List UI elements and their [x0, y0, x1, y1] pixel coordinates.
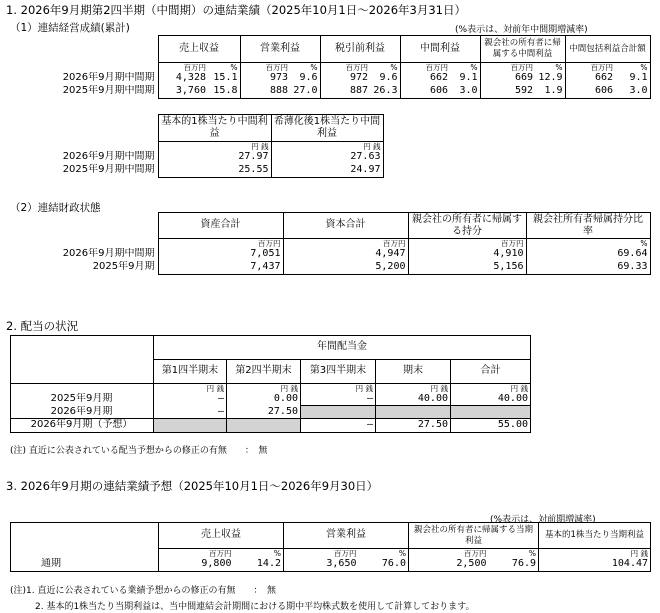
- header-owner-equity: 親会社の所有者に帰属する持分: [408, 213, 526, 239]
- unit-cell: 円 銭: [271, 142, 383, 151]
- table-row: [10, 248, 650, 261]
- header-annual-dividend: 年間配当金: [154, 336, 531, 360]
- value-cell: 973: [240, 72, 290, 85]
- unit-cell: 百万円: [158, 239, 283, 248]
- unit-cell: %: [359, 549, 409, 558]
- row-label: 2025年9月期: [11, 393, 154, 406]
- value-cell: 4,910: [408, 248, 526, 261]
- unit-cell: %: [234, 549, 284, 558]
- unit-cell: 円 銭: [158, 142, 271, 151]
- value-cell: 25.55: [158, 164, 271, 178]
- corner-cell: [11, 336, 154, 384]
- value-cell: 9.6: [290, 72, 320, 85]
- header-q2-end: 第2四半期末: [227, 360, 301, 384]
- value-cell: 887: [320, 85, 370, 99]
- value-cell: [301, 406, 376, 419]
- value-cell: —: [301, 393, 376, 406]
- value-cell: 27.63: [271, 151, 383, 164]
- table-row: [11, 406, 531, 419]
- header-q3-end: 第3四半期末: [301, 360, 376, 384]
- unit-cell: 百万円: [159, 549, 234, 558]
- unit-cell: 百万円: [400, 63, 450, 72]
- value-cell: 3,650: [284, 558, 359, 572]
- unit-cell: %: [489, 549, 539, 558]
- table-row: [10, 164, 383, 178]
- table-row: [11, 558, 651, 572]
- value-cell: 4,328: [158, 72, 208, 85]
- unit-cell: %: [450, 63, 480, 72]
- value-cell: 40.00: [376, 393, 451, 406]
- value-cell: 1.9: [535, 85, 565, 99]
- value-cell: [451, 406, 531, 419]
- forecast-table: [10, 522, 651, 572]
- value-cell: —: [301, 419, 376, 433]
- header-owner-profit: 親会社の所有者に帰属する中間利益: [480, 36, 565, 63]
- header-total: 合計: [451, 360, 531, 384]
- value-cell: 9.1: [450, 72, 480, 85]
- unit-cell: 円 銭: [539, 549, 651, 558]
- unit-cell: 百万円: [408, 239, 526, 248]
- row-label: 通期: [11, 558, 159, 572]
- value-cell: 888: [240, 85, 290, 99]
- value-cell: 14.2: [234, 558, 284, 572]
- unit-cell: %: [535, 63, 565, 72]
- section3-title: 3. 2026年9月期の連結業績予想（2025年10月1日～2026年9月30日）: [6, 479, 379, 493]
- unit-cell: %: [526, 239, 650, 248]
- table-row: [10, 72, 650, 85]
- value-cell: 69.64: [526, 248, 650, 261]
- value-cell: 55.00: [451, 419, 531, 433]
- table-row: [10, 85, 650, 99]
- header-q1-end: 第1四半期末: [154, 360, 227, 384]
- header-comprehensive-income: 中間包括利益合計額: [565, 36, 650, 63]
- table-row: [10, 151, 383, 164]
- header-total-equity: 資本合計: [283, 213, 408, 239]
- corner-cell: [10, 36, 158, 63]
- value-cell: 5,156: [408, 261, 526, 275]
- value-cell: 40.00: [451, 393, 531, 406]
- value-cell: [227, 419, 301, 433]
- unit-cell: 百万円: [409, 549, 489, 558]
- table-row: [11, 393, 531, 406]
- forecast-revision-note: (注)1. 直近に公表されている業績予想からの修正の有無 ： 無: [10, 586, 276, 596]
- unit-cell: %: [370, 63, 400, 72]
- section1-sub1: （1）連結経営成績(累計): [10, 22, 130, 34]
- header-forecast-owner-profit: 親会社の所有者に帰属する当期利益: [409, 523, 539, 549]
- unit-cell: 円 銭: [227, 384, 301, 393]
- financial-position-table: [10, 212, 651, 275]
- unit-cell: %: [290, 63, 320, 72]
- value-cell: 69.33: [526, 261, 650, 275]
- value-cell: 7,437: [158, 261, 283, 275]
- value-cell: 5,200: [283, 261, 408, 275]
- unit-cell: %: [615, 63, 650, 72]
- dividend-revision-note: (注) 直近に公表されている配当予想からの修正の有無 ： 無: [10, 446, 268, 456]
- unit-cell: 百万円: [240, 63, 290, 72]
- unit-cell: 円 銭: [376, 384, 451, 393]
- header-interim-profit: 中間利益: [400, 36, 480, 63]
- value-cell: 3,760: [158, 85, 208, 99]
- value-cell: 12.9: [535, 72, 565, 85]
- consolidated-performance-table: [10, 35, 651, 99]
- header-total-assets: 資産合計: [158, 213, 283, 239]
- value-cell: 4,947: [283, 248, 408, 261]
- eps-calculation-note: 2. 基本的1株当たり当期利益は、当中間連結会計期間における期中平均株式数を使用して計算しております。: [35, 602, 475, 612]
- unit-cell: 百万円: [320, 63, 370, 72]
- section3-percent-note: (%表示は、対前期増減率): [490, 515, 596, 525]
- value-cell: 76.9: [489, 558, 539, 572]
- row-label: 2026年9月期中間期: [62, 247, 155, 259]
- header-forecast-operating-profit: 営業利益: [284, 523, 409, 549]
- section1-title: 1. 2026年9月期第2四半期（中間期）の連結業績（2025年10月1日～2026年3月31日）: [6, 3, 466, 17]
- value-cell: 27.50: [376, 419, 451, 433]
- value-cell: 3.0: [615, 85, 650, 99]
- value-cell: 3.0: [450, 85, 480, 99]
- unit-cell: 百万円: [284, 549, 359, 558]
- value-cell: 606: [400, 85, 450, 99]
- value-cell: 27.50: [227, 406, 301, 419]
- row-label: 2026年9月期中間期: [62, 150, 155, 162]
- value-cell: 15.8: [208, 85, 240, 99]
- value-cell: 662: [565, 72, 615, 85]
- value-cell: 15.1: [208, 72, 240, 85]
- header-diluted-eps: 希薄化後1株当たり中間利益: [271, 115, 383, 142]
- row-label: 2025年9月期中間期: [62, 85, 155, 97]
- header-year-end: 期末: [376, 360, 451, 384]
- value-cell: [376, 406, 451, 419]
- header-revenue: 売上収益: [158, 36, 240, 63]
- value-cell: 7,051: [158, 248, 283, 261]
- value-cell: —: [154, 393, 227, 406]
- header-pretax-profit: 税引前利益: [320, 36, 400, 63]
- value-cell: 24.97: [271, 164, 383, 178]
- header-equity-ratio: 親会社所有者帰属持分比率: [526, 213, 650, 239]
- header-basic-eps: 基本的1株当たり中間利益: [158, 115, 271, 142]
- value-cell: 662: [400, 72, 450, 85]
- value-cell: 606: [565, 85, 615, 99]
- table-row: [10, 261, 650, 275]
- row-label: 2026年9月期: [11, 406, 154, 419]
- corner-cell: [11, 523, 159, 549]
- section1-sub2: （2）連結財政状態: [10, 202, 101, 214]
- value-cell: 104.47: [539, 558, 651, 572]
- eps-table: [10, 114, 384, 178]
- value-cell: 9,800: [159, 558, 234, 572]
- dividend-table: [10, 335, 531, 433]
- value-cell: 972: [320, 72, 370, 85]
- unit-cell: 百万円: [283, 239, 408, 248]
- row-label: 2025年9月期中間期: [62, 164, 155, 176]
- header-forecast-revenue: 売上収益: [159, 523, 284, 549]
- row-label: 2026年9月期中間期: [62, 71, 155, 83]
- unit-cell: 円 銭: [451, 384, 531, 393]
- row-label: 2025年9月期: [92, 261, 155, 273]
- unit-cell: 百万円: [480, 63, 535, 72]
- value-cell: 27.97: [158, 151, 271, 164]
- header-operating-profit: 営業利益: [240, 36, 320, 63]
- unit-cell: 百万円: [565, 63, 615, 72]
- value-cell: 592: [480, 85, 535, 99]
- unit-cell: 百万円: [158, 63, 208, 72]
- value-cell: 0.00: [227, 393, 301, 406]
- row-label: 2026年9月期（予想）: [11, 419, 154, 433]
- value-cell: 2,500: [409, 558, 489, 572]
- value-cell: 9.1: [615, 72, 650, 85]
- table-row: [11, 419, 531, 433]
- value-cell: 76.0: [359, 558, 409, 572]
- value-cell: 9.6: [370, 72, 400, 85]
- value-cell: —: [154, 406, 227, 419]
- section1-percent-note: (%表示は、対前年中間期増減率): [455, 25, 588, 35]
- unit-cell: 円 銭: [154, 384, 227, 393]
- unit-cell: 円 銭: [301, 384, 376, 393]
- value-cell: 27.0: [290, 85, 320, 99]
- unit-cell: %: [208, 63, 240, 72]
- value-cell: 669: [480, 72, 535, 85]
- header-forecast-eps: 基本的1株当たり当期利益: [539, 523, 651, 549]
- value-cell: [154, 419, 227, 433]
- value-cell: 26.3: [370, 85, 400, 99]
- section2-title: 2. 配当の状況: [6, 319, 79, 333]
